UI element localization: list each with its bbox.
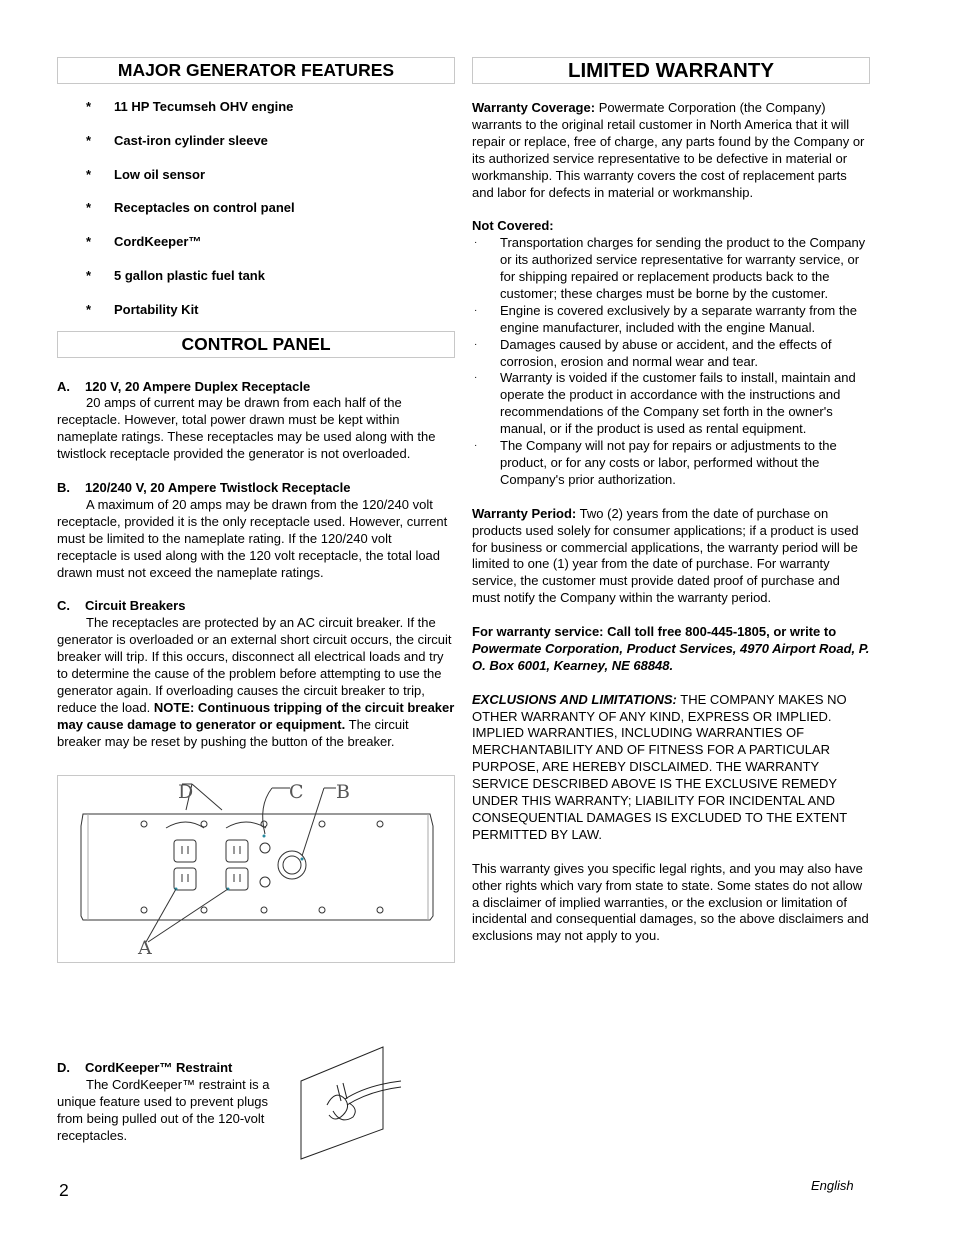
label-d: D (178, 781, 194, 804)
control-panel-figure (57, 775, 455, 963)
left-column (57, 57, 455, 1143)
list-item: * 11 HP Tecumseh OHV engine (86, 99, 294, 114)
section-b: B. 120/240 V, 20 Ampere Twistlock Receptacle A maximum of 20 amps may be drawn from the 120/240 volt receptacle, provided it is the only receptacle used. However, current must be limited to the nameplate rating. If the 120/240 volt receptacle is used along with the 120 volt receptacle, the total load drawn must not exceed the nameplate ratings. (57, 480, 455, 581)
right-column (472, 57, 870, 945)
bullet-star: * (86, 301, 92, 317)
section-a: A. 120 V, 20 Ampere Duplex Receptacle 20 amps of current may be drawn from each half of the receptacle. However, total power drawn must be kept within nameplate ratings. These receptacles may be used along with the twistlock receptacle provided the generator is not overloaded. (57, 379, 455, 464)
bullet-star: * (86, 132, 92, 148)
bullet-star: * (86, 99, 92, 114)
service-address: Powermate Corporation, Product Services, 4970 Airport Road, P. O. Box 6001, Kearney, NE 68848. (472, 640, 870, 673)
label-c: C (289, 781, 304, 804)
list-item: * 5 gallon plastic fuel tank (86, 267, 265, 283)
section-d-body: The CordKeeper™ restraint is a unique feature used to prevent plugs from being pulled out of the 120-volt receptacles. (57, 1076, 270, 1143)
control-panel-heading: CONTROL PANEL (57, 331, 455, 358)
section-c-body: The receptacles are protected by an AC circuit breaker. If the generator is overloaded or an external short circuit occurs, the circuit breaker will trip. If this occurs, disconnect all electrical loads and try to determine the cause of the problem before attempting to use the generator again. If overloading causes the circuit breaker to trip, reduce the load. NOTE: Continuous tripping of the circuit breaker may cause damage to generator or equipment. The circuit breaker may be reset by pushing the button of the breaker. (57, 615, 455, 749)
period-paragraph: Warranty Period: Two (2) years from the date of purchase on products used solely for consumer applications; if a product is used for business or commercial applications, the warranty period will be limited to one (1) year from the date of purchase. For warranty service, the customer must provide dated proof of purchase and must notify the Company within the warranty period. (472, 505, 859, 606)
warranty-heading: LIMITED WARRANTY (472, 57, 870, 84)
list-item: * Receptacles on control panel (86, 200, 295, 216)
list-item: · Warranty is voided if the customer fails to install, maintain and operate the product in accordance with the instructions and recommendations of the Company set forth in the owner's manual, or if the product is used as rental equipment. (474, 370, 856, 437)
section-a-body: 20 amps of current may be drawn from each half of the receptacle. However, total power drawn must be kept within nameplate ratings. These receptacles may be used along with the twistlock receptacle provided the generator is not overloaded. (57, 395, 436, 462)
list-item: * Cast-iron cylinder sleeve (86, 132, 268, 148)
list-item: · Damages caused by abuse or accident, and the effects of corrosion, erosion and normal wear and tear. (474, 336, 832, 369)
note-text: NOTE: Continuous tripping of the circuit breaker may cause damage to generator or equipment. (57, 699, 455, 732)
language-label: English (811, 1178, 854, 1193)
bullet-star: * (86, 200, 92, 216)
list-item: * Portability Kit (86, 301, 199, 317)
section-c: C. Circuit Breakers The receptacles are protected by an AC circuit breaker. If the generator is overloaded or an external short circuit occurs, the circuit breaker will trip. If this occurs, disconnect all electrical loads and try to determine the cause of the problem before attempting to use the generator again. If overloading causes the circuit breaker to trip, reduce the load. NOTE: Continuous tripping of the circuit breaker may cause damage to generator or equipment. The circuit breaker may be reset by pushing the button of the breaker. (57, 598, 455, 749)
exclusions-paragraph: EXCLUSIONS AND LIMITATIONS: THE COMPANY MAKES NO OTHER WARRANTY OF ANY KIND, EXPRESS OR IMPLIED. IMPLIED WARRANTIES, INCLUDING WARRANTIES OF MERCHANTABILITY AND OF FITNESS FOR A PARTICULAR PURPOSE, ARE HEREBY DISCLAIMED. THE WARRANTY SERVICE DESCRIBED ABOVE IS THE EXCLUSIVE REMEDY UNDER THIS WARRANTY; LIABILITY FOR INCIDENTAL AND CONSEQUENTIAL DAMAGES IS EXCLUDED TO THE EXTENT PERMITTED BY LAW. (472, 691, 847, 842)
list-item: · Engine is covered exclusively by a separate warranty from the engine manufacturer, included with the engine Manual. (474, 302, 857, 335)
features-list (57, 99, 455, 336)
bullet-star: * (86, 234, 92, 250)
bullet-star: * (86, 267, 92, 283)
section-b-body: A maximum of 20 amps may be drawn from the 120/240 volt receptacle, provided it is the only receptacle used. However, current must be limited to the nameplate rating. If the 120/240 volt receptacle is used along with the 120 volt receptacle, the total load drawn must not exceed the nameplate ratings. (57, 496, 448, 580)
label-b: B (336, 781, 350, 804)
list-item: · Transportation charges for sending the product to the Company or its authorized service representative for warranty service, or for shipping repaired or replacement products back to the customer; these charges must be borne by the customer. (474, 235, 866, 301)
list-item: * CordKeeper™ (86, 234, 202, 250)
page-number: 2 (59, 1180, 69, 1200)
rights-paragraph: This warranty gives you specific legal rights, and you may also have other rights which vary from state to state. Some states do not allow a disclaimer of implied warranties, or the exclusion or limitation of incidental and consequential damages, so the above disclaimers and exclusions may not apply to you. (472, 860, 869, 944)
coverage-paragraph: Warranty Coverage: Powermate Corporation (the Company) warrants to the original retail customer in North America that it will repair or replace, free of charge, any parts found by the Company or its authorized service representative to be defective in material or workmanship. This warranty covers the cost of replacement parts and labor for defects in material or workmanship. (472, 100, 865, 200)
not-covered-label: Not Covered: (472, 218, 554, 234)
list-item: * Low oil sensor (86, 166, 206, 182)
features-heading: MAJOR GENERATOR FEATURES (57, 57, 455, 84)
service-paragraph: For warranty service: Call toll free 800-445-1805, or write to Powermate Corporation, Product Services, 4970 Airport Road, P. O. Box 6001, Kearney, NE 68848. (472, 624, 870, 673)
cordkeeper-illustration (297, 1045, 407, 1161)
list-item: · The Company will not pay for repairs or adjustments to the product, or for any costs or labor, performed without the Company's prior authorization. (474, 438, 837, 487)
not-covered-list (472, 235, 870, 489)
bullet-star: * (86, 166, 92, 182)
control-panel-diagram (58, 776, 456, 962)
section-d: D. CordKeeper™ Restraint The CordKeeper™ restraint is a unique feature used to prevent plugs from being pulled out of the 120-volt receptacles. (57, 1060, 297, 1145)
label-a: A (138, 937, 152, 960)
